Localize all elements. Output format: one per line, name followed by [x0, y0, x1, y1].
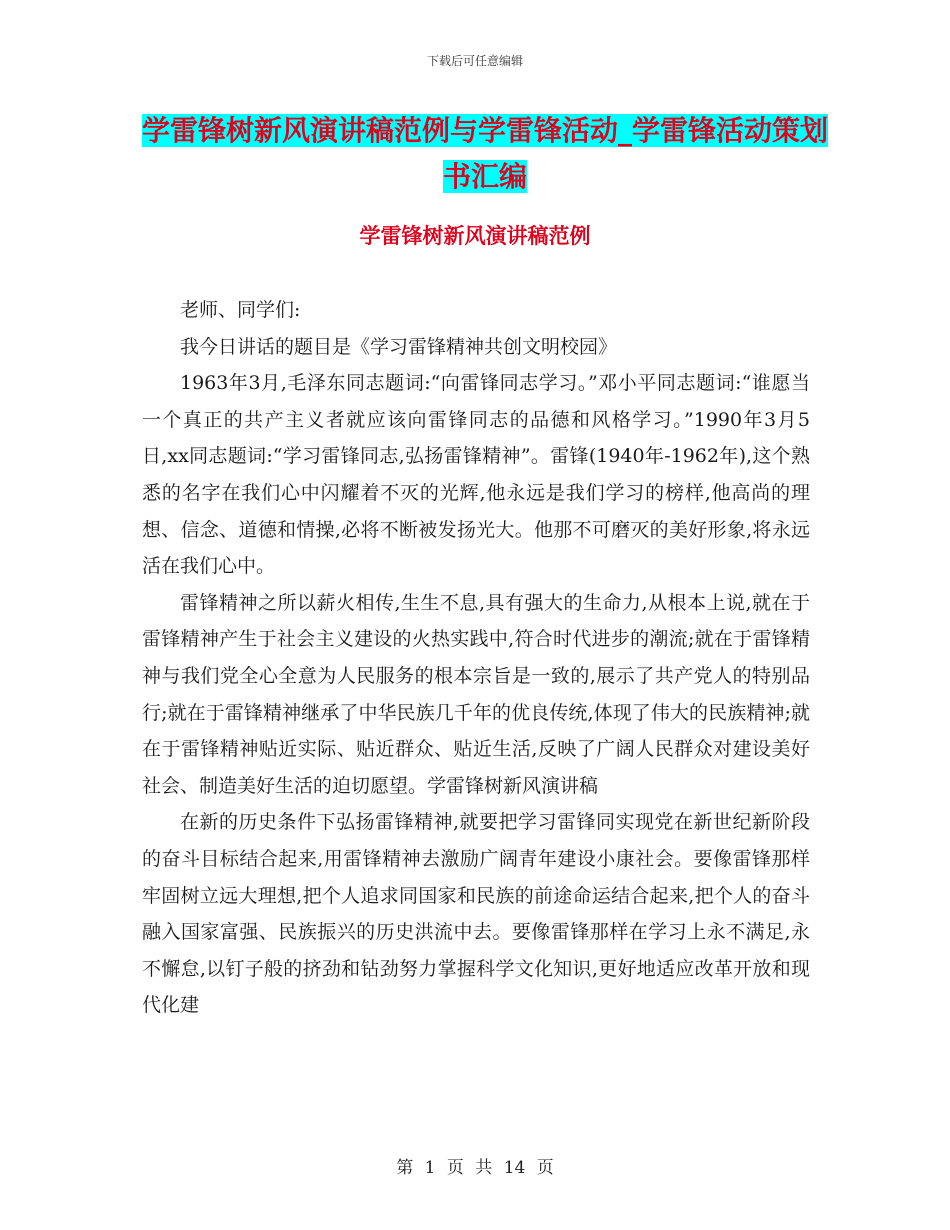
page-footer: 第 1 页 共 14 页	[396, 1158, 554, 1178]
paragraph: 我今日讲话的题目是《学习雷锋精神共创文明校园》	[180, 335, 618, 358]
paragraph: 雷锋精神之所以薪火相传,生生不息,具有强大的生命力,从根本上说,就在于雷锋精神产生于社会主义建设的火热实践中,符合时代进步的潮流;就在于雷锋精神与我们党全心全意为人民服务的根本宗旨是一致的,展示了共产党人的特别品行;就在于雷锋精神继承了中华民族几千年的优良传统,体现了伟大的民族精神;就在于雷锋精神贴近实际、贴近群众、贴近生活,反映了广阔人民群众对建设美好社会、制造美好生活的迫切愿望。学雷锋树新风演讲稿	[142, 591, 810, 797]
body-text	[142, 292, 810, 1024]
document-title-text: 学雷锋树新风演讲稿范例与学雷锋活动_学雷锋活动策划书汇编	[141, 114, 828, 193]
paragraph: 在新的历史条件下弘扬雷锋精神,就要把学习雷锋同实现党在新世纪新阶段的奋斗目标结合起来,用雷锋精神去激励广阔青年建设小康社会。要像雷锋那样牢固树立远大理想,把个人追求同国家和民族的前途命运结合起来,把个人的奋斗融入国家富强、民族振兴的历史洪流中去。要像雷锋那样在学习上永不满足,永不懈怠,以钉子般的挤劲和钻劲努力掌握科学文化知识,更好地适应改革开放和现代化建	[142, 811, 810, 1017]
section-title: 学雷锋树新风演讲稿范例	[359, 224, 591, 248]
document-title	[140, 108, 830, 200]
salutation: 老师、同学们:	[180, 299, 301, 321]
header-note: 下载后可任意编辑	[426, 54, 523, 68]
paragraph: 1963年3月,毛泽东同志题词:“向雷锋同志学习。”邓小平同志题词:“谁愿当一个真正的共产主义者就应该向雷锋同志的品德和风格学习。”1990年3月5日,xx同志题词:“学习雷锋同志,弘扬雷锋精神”。雷锋(1940年-1962年),这个熟悉的名字在我们心中闪耀着不灭的光辉,他永远是我们学习的榜样,他高尚的理想、信念、道德和情操,必将不断被发扬光大。他那不可磨灭的美好形象,将永远活在我们心中。	[142, 372, 810, 578]
